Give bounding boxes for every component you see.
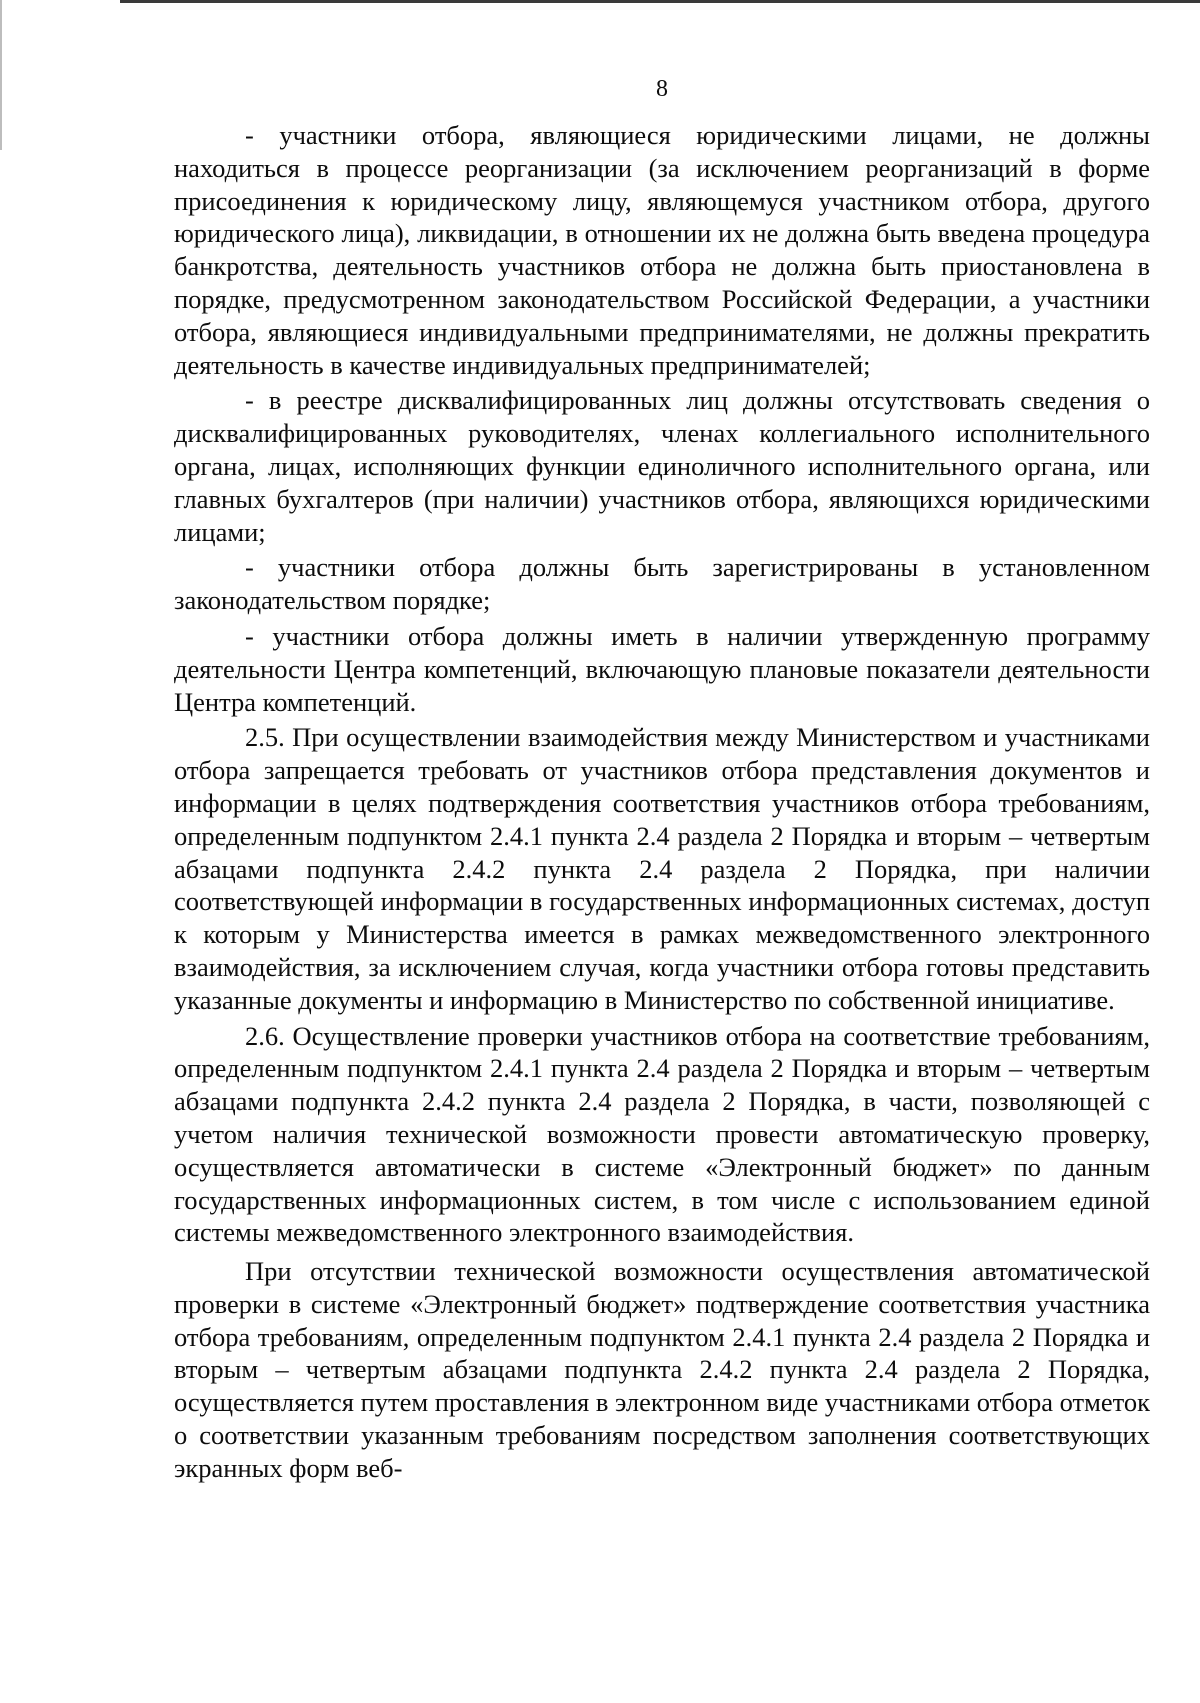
paragraph-2-5: 2.5. При осуществлении взаимодействия между Министерством и участниками отбора запрещается требовать от участников отбора представления документов и информации в целях подтверждения соответствия участников отбора требованиям, определенным подпунктом 2.4.1 пункта 2.4 раздела 2 Порядка и вторым – четвертым абзацами подпункта 2.4.2 пункта 2.4 раздела 2 Порядка, при наличии соответствующей информации в государственных информационных системах, доступ к которым у Министерства имеется в рамках межведомственного электронного взаимодействия, за исключением случая, когда участники отбора готовы представить указанные документы и информацию в Министерство по собственной инициативе. xyxy=(174,722,1150,1015)
paragraph-program-requirement: - участники отбора должны иметь в наличии утвержденную программу деятельности Центра компетенций, включающую плановые показатели деятельности Центра компетенций. xyxy=(174,620,1150,717)
page-number: 8 xyxy=(656,76,668,102)
paragraph-no-technical-possibility: При отсутствии технической возможности осуществления автоматической проверки в системе «Электронный бюджет» подтверждение соответствия участника отбора требованиям, определенным подпунктом 2.4.1 пункта 2.4 раздела 2 Порядка и вторым – четвертым абзацами подпункта 2.4.2 пункта 2.4 раздела 2 Порядка, осуществляется путем проставления в электронном виде участниками отбора отметок о соответствии указанным требованиям посредством заполнения соответствующих экранных форм веб- xyxy=(174,1256,1150,1483)
paragraph-disqualification-registry: - в реестре дисквалифицированных лиц должны отсутствовать сведения о дисквалифицированных руководителях, членах коллегиального исполнительного органа, лицах, исполняющих функции единоличного исполнительного органа, или главных бухгалтеров (при наличии) участников отбора, являющихся юридическими лицами; xyxy=(174,385,1150,547)
paragraph-2-6: 2.6. Осуществление проверки участников отбора на соответствие требованиям, определенным подпунктом 2.4.1 пункта 2.4 раздела 2 Порядка и вторым – четвертым абзацами подпункта 2.4.2 пункта 2.4 раздела 2 Порядка, в части, позволяющей с учетом наличия технической возможности провести автоматическую проверку, осуществляется автоматически в системе «Электронный бюджет» по данным государственных информационных систем, в том числе с использованием единой системы межведомственного электронного взаимодействия. xyxy=(174,1020,1150,1248)
paragraph-reorganization-requirement: - участники отбора, являющиеся юридическими лицами, не должны находиться в процессе реорганизации (за исключением реорганизаций в форме присоединения к юридическому лицу, являющемуся участником отбора, другого юридического лица), ликвидации, в отношении их не должна быть введена процедура банкротства, деятельность участников отбора не должна быть приостановлена в порядке, предусмотренном законодательством Российской Федерации, а участники отбора, являющиеся индивидуальными предпринимателями, не должны прекратить деятельность в качестве индивидуальных предпринимателей; xyxy=(174,120,1150,380)
paragraph-registration-requirement: - участники отбора должны быть зарегистрированы в установленном законодательством порядке; xyxy=(174,552,1150,616)
scan-edge-top xyxy=(120,0,1200,3)
document-body xyxy=(174,119,1150,1485)
scan-edge-left xyxy=(0,0,2,150)
